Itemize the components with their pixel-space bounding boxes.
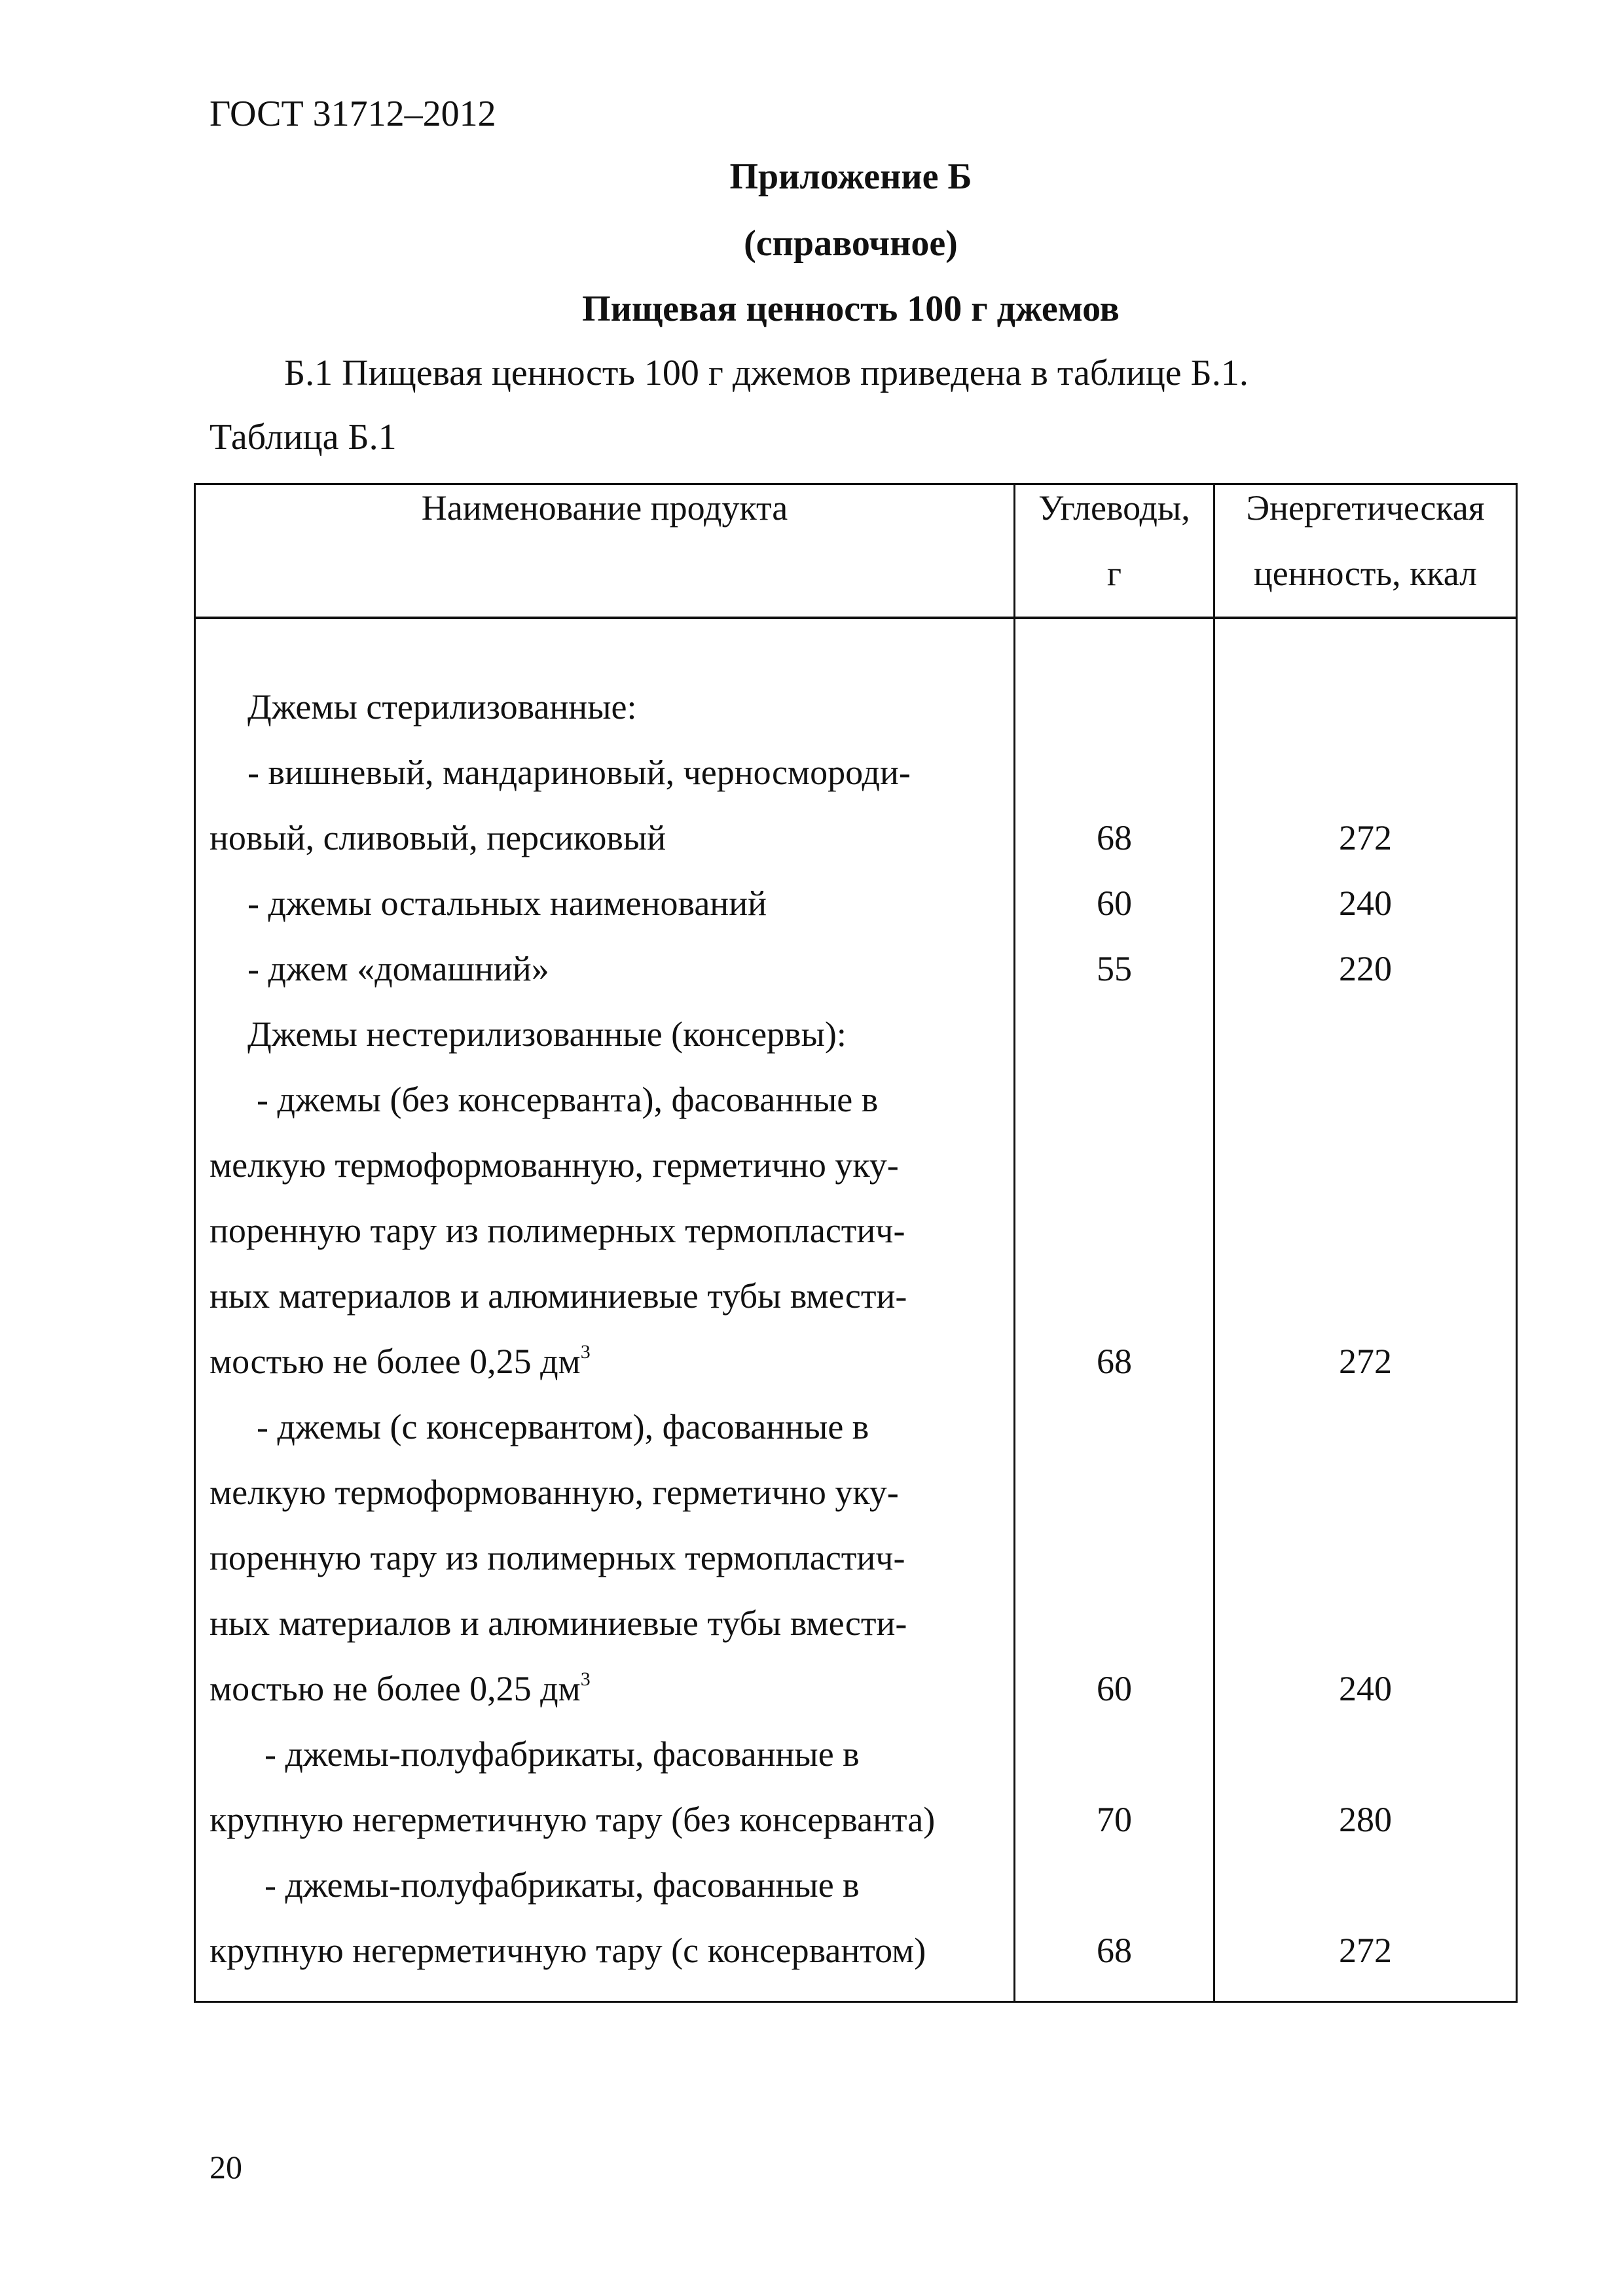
- header-carbs-line2: г: [1106, 554, 1122, 593]
- header-product-name: Наименование продукта: [421, 488, 788, 528]
- carbs-value: 70: [1097, 1800, 1132, 1839]
- product-line: ных материалов и алюминиевые тубы вмести-: [210, 1604, 907, 1643]
- energy-value: 272: [1339, 1342, 1392, 1381]
- unit-superscript: 3: [580, 1341, 591, 1363]
- product-line: мелкую термоформованную, герметично уку-: [210, 1145, 899, 1185]
- product-line: крупную негерметичную тару (без консерванта): [210, 1800, 936, 1839]
- header-carbs-line1: Углеводы,: [1038, 488, 1190, 528]
- product-line: - джем «домашний»: [247, 949, 549, 988]
- group-title-sterilized: Джемы стерилизованные:: [247, 687, 637, 726]
- table-right-border: [1516, 483, 1518, 2003]
- energy-value: 272: [1339, 818, 1392, 857]
- standard-designation: ГОСТ 31712–2012: [210, 94, 496, 134]
- appendix-title: Приложение Б: [729, 156, 972, 197]
- appendix-subject: Пищевая ценность 100 г джемов: [582, 289, 1120, 329]
- group-title-non-sterilized: Джемы нестерилизованные (консервы):: [247, 1014, 847, 1054]
- table-caption: Таблица Б.1: [210, 417, 397, 457]
- carbs-value: 60: [1097, 1669, 1132, 1708]
- product-line: ных материалов и алюминиевые тубы вмести-: [210, 1276, 907, 1316]
- column-divider-1: [1013, 483, 1015, 2003]
- header-energy-line2: ценность, ккал: [1253, 554, 1478, 593]
- unit-superscript: 3: [580, 1668, 591, 1690]
- energy-value: 240: [1339, 884, 1392, 923]
- product-line-text: мостью не более 0,25 дм: [210, 1669, 581, 1708]
- product-line: мелкую термоформованную, герметично уку-: [210, 1473, 899, 1512]
- product-line: - джемы (без консерванта), фасованные в: [257, 1080, 879, 1119]
- energy-value: 280: [1339, 1800, 1392, 1839]
- energy-value: 220: [1339, 949, 1392, 988]
- energy-value: 272: [1339, 1931, 1392, 1970]
- product-line: - джемы-полуфабрикаты, фасованные в: [264, 1865, 860, 1905]
- product-line: - джемы остальных наименований: [247, 884, 767, 923]
- intro-paragraph: Б.1 Пищевая ценность 100 г джемов приведена в таблице Б.1.: [284, 353, 1249, 393]
- product-line: - джемы-полуфабрикаты, фасованные в: [264, 1734, 860, 1774]
- product-line-text: мостью не более 0,25 дм: [210, 1342, 581, 1381]
- carbs-value: 68: [1097, 1931, 1132, 1970]
- product-line: крупную негерметичную тару (с консервантом): [210, 1931, 926, 1970]
- product-line: [210, 1656, 591, 1721]
- product-line: - джемы (с консервантом), фасованные в: [257, 1407, 869, 1446]
- table-bottom-border: [194, 2001, 1518, 2003]
- product-line: поренную тару из полимерных термопластич-: [210, 1538, 905, 1577]
- page-number: 20: [210, 2149, 242, 2185]
- carbs-value: 55: [1097, 949, 1132, 988]
- table-left-border: [194, 483, 196, 2003]
- appendix-kind: (справочное): [744, 223, 958, 264]
- energy-value: 240: [1339, 1669, 1392, 1708]
- carbs-value: 60: [1097, 884, 1132, 923]
- product-line: [210, 1329, 591, 1394]
- product-line: - вишневый, мандариновый, черносмороди-: [247, 753, 911, 792]
- product-line: новый, сливовый, персиковый: [210, 818, 666, 857]
- carbs-value: 68: [1097, 818, 1132, 857]
- column-divider-2: [1213, 483, 1215, 2003]
- product-line: поренную тару из полимерных термопластич-: [210, 1211, 905, 1250]
- carbs-value: 68: [1097, 1342, 1132, 1381]
- header-energy-line1: Энергетическая: [1246, 488, 1485, 528]
- header-bottom-border: [194, 617, 1518, 619]
